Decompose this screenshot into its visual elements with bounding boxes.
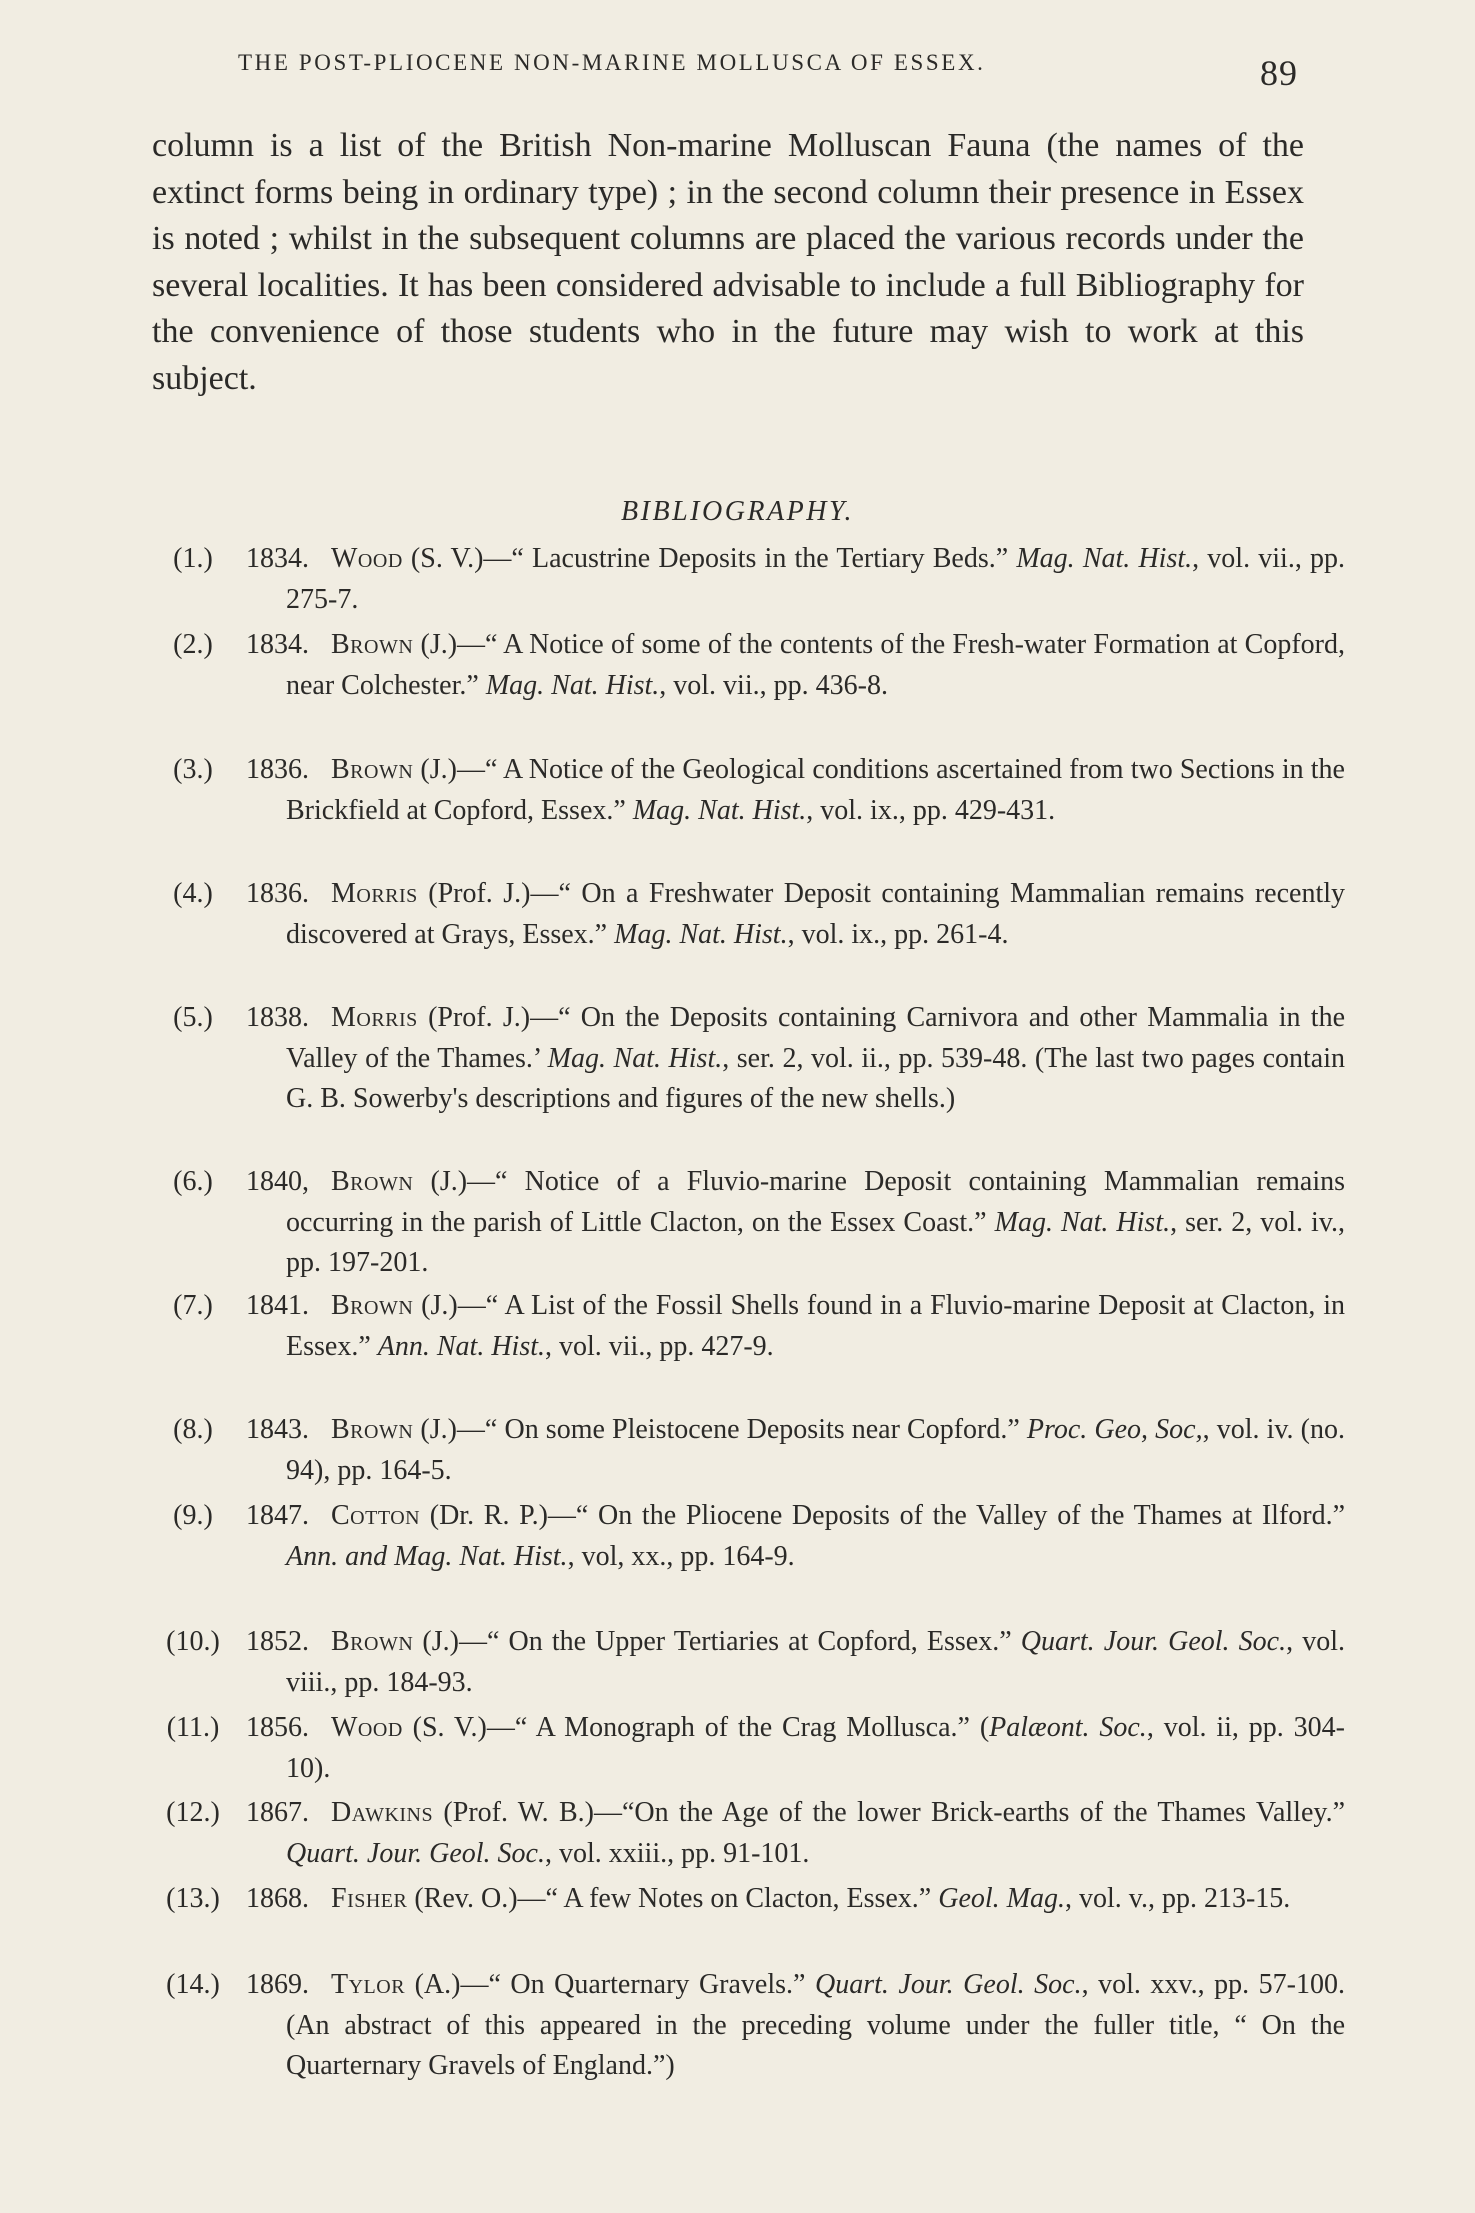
entry-tail: , vol. vii., pp. 436-8. <box>659 669 888 701</box>
entry-tail: , vol. ii, pp. 304-10). <box>286 1712 1346 1784</box>
entry-text: (J.)—“ On the Upper Tertiaries at Copford, Essex.” <box>413 1626 1021 1657</box>
entry-body <box>246 998 1345 1120</box>
entry-journal: Quart. Jour. Geol. Soc. <box>815 1969 1082 2000</box>
entry-tail: , vol. ix., pp. 261-4. <box>787 918 1009 950</box>
entry-year: 1868. <box>246 1883 309 1914</box>
bibliography-entry <box>0 1965 1475 2087</box>
entry-journal: Mag. Nat. Hist. <box>614 918 788 950</box>
entry-journal: Mag. Nat. Hist. <box>547 1042 723 1074</box>
entry-journal: Geol. Mag. <box>938 1883 1065 1914</box>
bibliography-entry <box>0 1162 1475 1284</box>
bibliography-entry <box>0 1496 1475 1577</box>
entry-body <box>246 1879 1345 1920</box>
entry-text: (J.)—“ A Notice of the Geological conditions ascertained from two Sections in the Brickfield at Copford, Essex.” <box>286 754 1345 826</box>
entry-number: (14.) <box>166 1969 220 2000</box>
entry-body <box>246 1622 1345 1703</box>
entry-journal: Mag. Nat. Hist. <box>1016 543 1193 574</box>
entry-number: (3.) <box>173 754 213 785</box>
entry-text: (A.)—“ On Quarternary Gravels.” <box>405 1969 815 2000</box>
entry-tail: , vol. viii., pp. 184-93. <box>286 1626 1346 1698</box>
entry-text: (S. V.)—“ Lacustrine Deposits in the Tertiary Beds.” <box>402 543 1017 574</box>
entry-year: 1847. <box>246 1500 309 1531</box>
entry-text: (Prof. W. B.)—“On the Age of the lower Brick-earths of the Thames Valley.” <box>433 1797 1345 1828</box>
entry-year: 1836. <box>246 754 309 785</box>
entry-number: (4.) <box>173 878 213 909</box>
entry-tail: , vol. vii., pp. 427-9. <box>545 1330 774 1362</box>
bibliography-entry <box>0 1793 1475 1874</box>
entry-body <box>246 1286 1345 1367</box>
bibliography-entry <box>0 625 1475 706</box>
entry-journal: Ann. Nat. Hist. <box>377 1330 545 1362</box>
bibliography-entry <box>0 1286 1475 1367</box>
entry-number: (9.) <box>173 1500 213 1531</box>
entry-year: 1869. <box>246 1969 309 2000</box>
page-number: 89 <box>1260 53 1298 93</box>
entry-body <box>246 539 1345 620</box>
entry-text: (Prof. J.)—“ On the Deposits containing Carnivora and other Mammalia in the Valley of the Thames.’ <box>286 1002 1345 1074</box>
entry-year: 1856. <box>246 1712 309 1743</box>
entry-journal: Mag. Nat. Hist. <box>632 794 807 826</box>
entry-number: (11.) <box>166 1712 220 1743</box>
entry-text: (Rev. O.)—“ A few Notes on Clacton, Essex.” <box>407 1883 939 1914</box>
entry-body <box>246 1496 1345 1577</box>
bibliography-entry <box>0 539 1475 620</box>
entry-number: (6.) <box>173 1166 213 1197</box>
bibliography-entry <box>0 998 1475 1120</box>
entry-author: Brown <box>331 1626 414 1657</box>
entry-author: Morris <box>331 1002 418 1033</box>
entry-author: Wood <box>331 543 403 574</box>
entry-body <box>246 874 1345 955</box>
entry-tail: , vol. v., pp. 213-15. <box>1064 1883 1291 1914</box>
entry-year: 1834. <box>246 543 309 574</box>
entry-journal: Mag. Nat. Hist. <box>485 669 660 701</box>
entry-journal: Mag. Nat. Hist. <box>994 1206 1171 1238</box>
entry-number: (1.) <box>173 543 213 574</box>
entry-text: (J.)—“ Notice of a Fluvio-marine Deposit containing Mammalian remains occurring in the parish of Little Clacton, on the Essex Coast.” <box>286 1166 1345 1238</box>
entry-author: Brown <box>331 1166 414 1197</box>
entry-year: 1838. <box>246 1002 309 1033</box>
entry-text: (Dr. R. P.)—“ On the Pliocene Deposits of the Valley of the Thames at Ilford.” <box>420 1500 1345 1531</box>
entry-number: (8.) <box>173 1414 213 1445</box>
bibliography-entry <box>0 1879 1475 1920</box>
entry-text: (S. V.)—“ A Monograph of the Crag Mollusca.” ( <box>402 1712 990 1743</box>
bibliography-entry <box>0 1622 1475 1703</box>
entry-tail: , ser. 2, vol. ii., pp. 539-48. (The last two pages contain G. B. Sowerby's descriptions and figures of the new shells.) <box>286 1042 1346 1114</box>
entry-number: (13.) <box>166 1883 220 1914</box>
entry-text: (J.)—“ A Notice of some of the contents of the Fresh-water Formation at Copford, near Colchester.” <box>286 629 1345 701</box>
entry-journal: Proc. Geo, Soc, <box>1026 1414 1203 1445</box>
entry-text: (J.)—“ A List of the Fossil Shells found in a Fluvio-marine Deposit at Clacton, in Essex.” <box>286 1290 1345 1362</box>
entry-number: (10.) <box>166 1626 220 1657</box>
entry-tail: , vol. xxiii., pp. 91-101. <box>544 1837 810 1869</box>
entry-body <box>246 750 1345 831</box>
bibliography-entry <box>0 750 1475 831</box>
entry-tail: , vol. xxv., pp. 57-100. (An abstract of this appeared in the preceding volume under the fuller title, “ On the Quarternary Gravels of England.”) <box>286 1969 1345 2081</box>
entry-text: (Prof. J.)—“ On a Freshwater Deposit containing Mammalian remains recently discovered at Grays, Essex.” <box>286 878 1345 950</box>
entry-body <box>246 1965 1345 2087</box>
entry-text: (J.)—“ On some Pleistocene Deposits near Copford.” <box>413 1414 1027 1445</box>
entry-journal: Quart. Jour. Geol. Soc. <box>1020 1626 1287 1657</box>
entry-journal: Quart. Jour. Geol. Soc. <box>286 1837 545 1869</box>
entry-year: 1843. <box>246 1414 309 1445</box>
entry-year: 1867. <box>246 1797 309 1828</box>
intro-paragraph <box>152 123 1304 402</box>
entry-number: (2.) <box>173 629 213 660</box>
entry-tail: , vol. iv. (no. 94), pp. 164-5. <box>286 1414 1345 1486</box>
running-title: THE POST-PLIOCENE NON-MARINE MOLLUSCA OF ESSEX. <box>238 50 986 75</box>
bibliography-heading: BIBLIOGRAPHY. <box>621 496 854 527</box>
entry-author: Brown <box>331 754 414 785</box>
bibliography-entry <box>0 874 1475 955</box>
entry-year: 1852. <box>246 1626 309 1657</box>
entry-body <box>246 1410 1345 1491</box>
entry-journal: Palæont. Soc. <box>989 1712 1147 1743</box>
entry-year: 1834. <box>246 629 309 660</box>
entry-journal: Ann. and Mag. Nat. Hist. <box>286 1540 568 1572</box>
entry-body <box>246 1793 1345 1874</box>
entry-author: Morris <box>331 878 418 909</box>
entry-tail: , vol. vii., pp. 275-7. <box>286 543 1345 615</box>
entry-author: Cotton <box>331 1500 421 1531</box>
bibliography-entry <box>0 1410 1475 1491</box>
entry-author: Fisher <box>331 1883 408 1914</box>
entry-year: 1841. <box>246 1290 309 1321</box>
entry-year: 1840, <box>246 1166 309 1197</box>
entry-year: 1836. <box>246 878 309 909</box>
entry-tail: , ser. 2, vol. iv., pp. 197-201. <box>286 1206 1345 1278</box>
entry-body <box>246 625 1345 706</box>
entry-author: Brown <box>331 1290 414 1321</box>
entry-number: (7.) <box>173 1290 213 1321</box>
bibliography-entry <box>0 1708 1475 1789</box>
entry-author: Tylor <box>331 1969 406 2000</box>
entry-tail: , vol, xx., pp. 164-9. <box>567 1540 795 1572</box>
entry-author: Dawkins <box>331 1797 434 1828</box>
entry-author: Wood <box>331 1712 403 1743</box>
entry-body <box>246 1162 1345 1284</box>
intro-text: column is a list of the British Non-marine Molluscan Fauna (the names of the extinct forms being in ordinary type) ; in the second column their presence in Essex is noted ; whilst in the subsequent columns are placed the various records under the several localities. It has been considered advisable to include a full Bibliography for the convenience of those students who in the future may wish to work at this subject. <box>152 127 1304 397</box>
entry-number: (12.) <box>166 1797 220 1828</box>
entry-body <box>246 1708 1345 1789</box>
entry-number: (5.) <box>173 1002 213 1033</box>
entry-author: Brown <box>331 629 414 660</box>
entry-author: Brown <box>331 1414 414 1445</box>
entry-tail: , vol. ix., pp. 429-431. <box>806 794 1056 826</box>
